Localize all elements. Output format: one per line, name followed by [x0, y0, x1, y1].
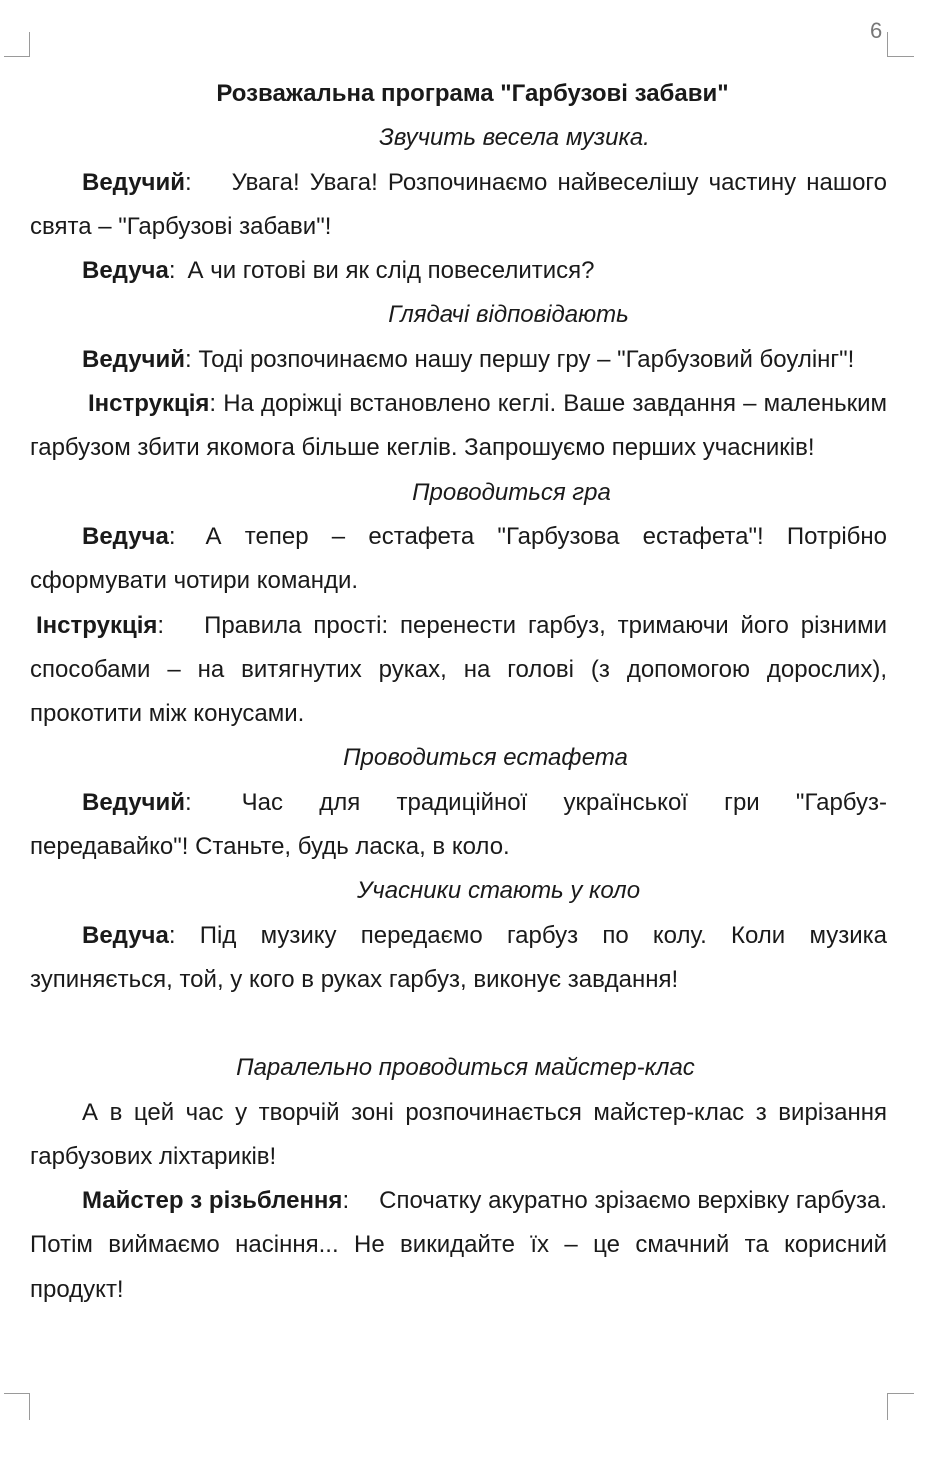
dialogue-text: Увага! Увага! Розпочинаємо найвеселішу частину нашого свята – "Гарбузові забави"!	[30, 168, 887, 240]
stage-direction: Учасники стають у коло	[356, 877, 641, 905]
speaker-label: Ведучий	[82, 345, 185, 373]
page-number: 6	[870, 18, 883, 43]
dialogue-text: А тепер – естафета "Гарбузова естафета"! Потрібно сформувати чотири команди.	[30, 522, 887, 595]
dialogue-text: Спочатку акуратно зрізаємо верхівку гарбуза. Потім виймаємо насіння... Не викидайте їх – це смачний та корисний продукт!	[30, 1187, 887, 1303]
speaker-label: Майстер з різьблення	[82, 1187, 343, 1215]
stage-direction: Проводиться естафета	[343, 744, 628, 772]
corner-mark-bottom-left-h	[4, 1393, 30, 1394]
stage-direction: Глядачі відповідають	[388, 301, 629, 329]
corner-mark-bottom-right-h	[887, 1393, 914, 1394]
narration-paragraph: А в цей час у творчій зоні розпочинається майстер-клас з вирізання гарбузових ліхтариків!	[30, 1098, 887, 1170]
instruction-paragraph: Інструкція: На доріжці встановлено кеглі. Ваше завдання – маленьким гарбузом збити якомога більше кеглів. Запрошуємо перших учасників!	[30, 390, 887, 462]
stage-direction: Паралельно проводиться майстер-клас	[236, 1054, 695, 1082]
speaker-label: Ведуча	[82, 257, 169, 285]
dialogue-text: Тоді розпочинаємо нашу першу гру – "Гарбузовий боулінг"!	[198, 345, 855, 373]
corner-mark-top-right-v	[887, 32, 888, 57]
corner-mark-top-left-h	[4, 56, 30, 57]
corner-mark-bottom-left-v	[29, 1393, 30, 1420]
speaker-label: Ведуча	[82, 522, 169, 550]
corner-mark-bottom-right-v	[887, 1393, 888, 1420]
corner-mark-top-right-h	[887, 56, 914, 57]
corner-mark-top-left-v	[29, 32, 30, 57]
instruction-paragraph: Інструкція: Правила прості: перенести гарбуз, тримаючи його різними способами – на витягнутих руках, на голові (з допомогою дорослих), прокотити між конусами.	[30, 611, 887, 728]
page-title: Розважальна програма "Гарбузові забави"	[216, 80, 729, 107]
dialogue-text: Під музику передаємо гарбуз по колу. Коли музика зупиняється, той, у кого в руках гарбуз, виконує завдання!	[30, 921, 887, 993]
dialogue-paragraph: Ведуча: А тепер – естафета "Гарбузова естафета"! Потрібно сформувати чотири команди.	[30, 522, 887, 595]
dialogue-text: Час для традиційної української гри "Гарбуз-передавайко"! Станьте, будь ласка, в коло.	[30, 788, 887, 861]
dialogue-paragraph: Ведучий: Час для традиційної української гри "Гарбуз-передавайко"! Станьте, будь ласка, в коло.	[30, 788, 887, 861]
speaker-label: Інструкція	[88, 390, 210, 418]
dialogue-paragraph: Ведучий: Увага! Увага! Розпочинаємо найвеселішу частину нашого свята – "Гарбузові забави"!	[30, 168, 887, 240]
document-body	[30, 72, 887, 1312]
dialogue-paragraph: Ведуча: А чи готові ви як слід повеселитися?	[82, 257, 595, 285]
blank-line	[30, 1002, 887, 1046]
dialogue-text: А чи готові ви як слід повеселитися?	[187, 257, 595, 285]
dialogue-paragraph: Ведуча: Під музику передаємо гарбуз по колу. Коли музика зупиняється, той, у кого в руках гарбуз, виконує завдання!	[30, 921, 887, 993]
speaker-label: Ведучий	[82, 788, 185, 816]
stage-direction: Звучить весела музика.	[379, 124, 650, 152]
dialogue-paragraph: Майстер з різьблення: Спочатку акуратно зрізаємо верхівку гарбуза. Потім виймаємо насіння... Не викидайте їх – це смачний та корисний продукт!	[30, 1187, 887, 1303]
dialogue-paragraph: Ведучий: Тоді розпочинаємо нашу першу гру – "Гарбузовий боулінг"!	[82, 345, 855, 373]
instruction-text: На доріжці встановлено кеглі. Ваше завдання – маленьким гарбузом збити якомога більше кеглів. Запрошуємо перших учасників!	[30, 390, 887, 462]
speaker-label: Інструкція	[36, 611, 158, 639]
speaker-label: Ведучий	[82, 168, 185, 196]
stage-direction: Проводиться гра	[412, 478, 611, 506]
instruction-text: Правила прості: перенести гарбуз, тримаючи його різними способами – на витягнутих руках, на голові (з допомогою дорослих), прокотити між конусами.	[30, 611, 887, 728]
speaker-label: Ведуча	[82, 921, 169, 949]
